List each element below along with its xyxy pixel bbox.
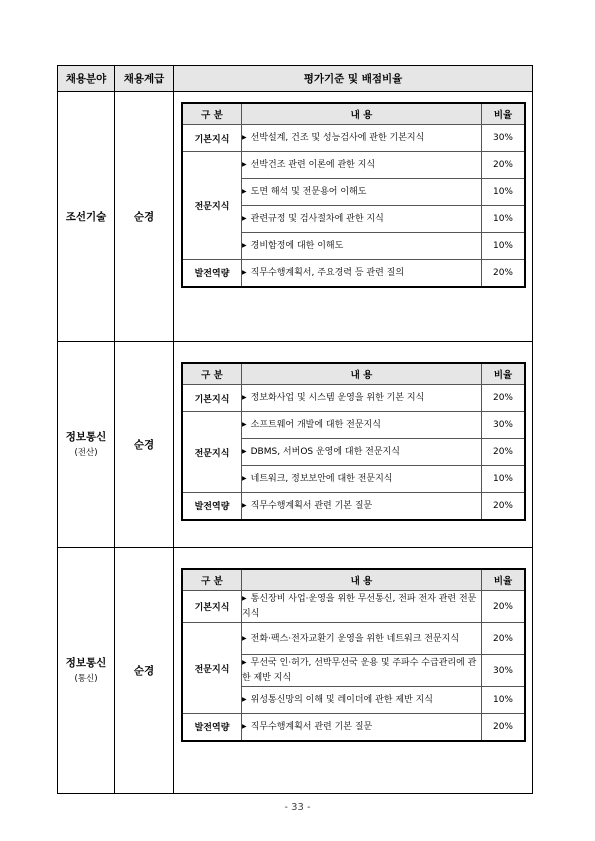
criteria-ratio: 20% — [482, 623, 526, 655]
field-subname: (통신) — [74, 673, 98, 684]
criteria-item — [242, 623, 482, 655]
criteria-item — [242, 714, 482, 741]
criteria-ratio: 20% — [482, 714, 526, 741]
criteria-ratio: 20% — [482, 385, 526, 412]
criteria-item-text: 직무수행계획서, 주요경력 등 관련 질의 — [250, 267, 405, 278]
criteria-ratio: 10% — [482, 206, 526, 233]
criteria-item-text: 직무수행계획서 관련 기본 질문 — [250, 500, 373, 511]
triangle-right-icon: ▶ — [242, 242, 247, 249]
section-row — [58, 548, 533, 794]
triangle-right-icon: ▶ — [242, 134, 247, 141]
criteria-ratio: 30% — [482, 125, 526, 152]
criteria-ratio: 10% — [482, 687, 526, 714]
criteria-header-category: 구 분 — [182, 103, 242, 125]
sections-body — [58, 92, 533, 794]
criteria-category: 기본지식 — [182, 125, 242, 152]
criteria-ratio: 30% — [482, 655, 526, 687]
criteria-table — [181, 102, 526, 288]
triangle-right-icon: ▶ — [242, 268, 247, 276]
criteria-item — [242, 179, 482, 206]
section-grade: 순경 — [115, 342, 174, 548]
header-row — [58, 66, 533, 92]
section-row — [58, 342, 533, 548]
criteria-row — [182, 125, 525, 152]
criteria-header-category: 구 분 — [182, 363, 242, 385]
criteria-category: 기본지식 — [182, 385, 242, 412]
criteria-header-content: 내 용 — [242, 103, 482, 125]
criteria-item — [242, 493, 482, 520]
criteria-item — [242, 439, 482, 466]
criteria-row — [182, 714, 525, 741]
criteria-ratio: 20% — [482, 439, 526, 466]
criteria-category: 전문지식 — [182, 412, 242, 493]
page-number: - 33 - — [284, 802, 311, 813]
triangle-right-icon: ▶ — [242, 501, 247, 509]
section-grade: 순경 — [115, 548, 174, 794]
criteria-ratio: 20% — [482, 493, 526, 520]
criteria-ratio: 30% — [482, 412, 526, 439]
criteria-header-ratio: 비율 — [482, 363, 526, 385]
triangle-right-icon: ▶ — [242, 215, 247, 222]
triangle-right-icon: ▶ — [242, 475, 247, 482]
criteria-row — [182, 260, 525, 287]
field-subname: (전산) — [74, 447, 98, 458]
criteria-row — [182, 493, 525, 520]
criteria-ratio: 20% — [482, 152, 526, 179]
criteria-header-row — [182, 569, 525, 591]
criteria-category: 발전역량 — [182, 260, 242, 287]
criteria-item — [242, 260, 482, 287]
criteria-ratio: 10% — [482, 179, 526, 206]
criteria-header-content: 내 용 — [242, 363, 482, 385]
criteria-table — [181, 362, 526, 521]
criteria-item — [242, 385, 482, 412]
criteria-item — [242, 206, 482, 233]
section-field — [58, 342, 115, 548]
criteria-item-text: 소프트웨어 개발에 대한 전문지식 — [250, 420, 381, 430]
criteria-header-ratio: 비율 — [482, 569, 526, 591]
field-name: 정보통신 — [65, 656, 107, 669]
criteria-item-text: 경비함정에 대한 이해도 — [250, 241, 344, 251]
criteria-header-category: 구 분 — [182, 569, 242, 591]
criteria-item-text: 통신장비 사업·운영을 위한 무선통신, 전파 전자 관련 전문지식 — [242, 594, 477, 619]
criteria-item-text: 무선국 인·허가, 선박무선국 운용 및 주파수 수급관리에 관한 제반 지식 — [242, 658, 477, 683]
triangle-right-icon: ▶ — [242, 161, 247, 168]
criteria-row — [182, 412, 525, 439]
triangle-right-icon: ▶ — [242, 394, 247, 401]
criteria-item — [242, 125, 482, 152]
header-criteria: 평가기준 및 배점비율 — [174, 66, 533, 92]
triangle-right-icon: ▶ — [242, 722, 247, 730]
field-name: 조선기술 — [65, 210, 107, 223]
section-field — [58, 92, 115, 342]
criteria-item — [242, 412, 482, 439]
criteria-category: 기본지식 — [182, 591, 242, 623]
section-criteria — [174, 548, 533, 794]
triangle-right-icon: ▶ — [242, 421, 247, 428]
triangle-right-icon: ▶ — [242, 634, 247, 642]
criteria-row — [182, 591, 525, 623]
criteria-category: 발전역량 — [182, 493, 242, 520]
triangle-right-icon: ▶ — [242, 696, 247, 703]
criteria-table — [181, 568, 526, 742]
criteria-row — [182, 152, 525, 179]
section-criteria — [174, 92, 533, 342]
criteria-item-text: 전화·팩스·전자교환기 운영을 위한 네트워크 전문지식 — [250, 633, 460, 644]
criteria-item-text: 관련규정 및 검사절차에 관한 지식 — [250, 214, 384, 224]
criteria-item — [242, 655, 482, 687]
criteria-header-row — [182, 363, 525, 385]
header-grade: 채용계급 — [115, 66, 174, 92]
criteria-header-ratio: 비율 — [482, 103, 526, 125]
criteria-category: 발전역량 — [182, 714, 242, 741]
criteria-category: 전문지식 — [182, 152, 242, 260]
criteria-header-content: 내 용 — [242, 569, 482, 591]
criteria-item-text: 도면 해석 및 전문용어 이해도 — [250, 187, 367, 197]
triangle-right-icon: ▶ — [242, 448, 247, 455]
criteria-item-text: DBMS, 서버OS 운영에 대한 전문지식 — [250, 447, 400, 457]
triangle-right-icon: ▶ — [242, 595, 247, 602]
criteria-item — [242, 152, 482, 179]
criteria-header-row — [182, 103, 525, 125]
criteria-item — [242, 687, 482, 714]
criteria-row — [182, 385, 525, 412]
criteria-row — [182, 623, 525, 655]
field-name: 정보통신 — [65, 430, 107, 443]
criteria-item-text: 위성통신망의 이해 및 레이더에 관한 제반 지식 — [250, 695, 433, 705]
criteria-ratio: 20% — [482, 591, 526, 623]
criteria-item-text: 네트워크, 정보보안에 대한 전문지식 — [250, 474, 393, 484]
criteria-item — [242, 233, 482, 260]
criteria-item-text: 선박건조 관련 이론에 관한 지식 — [250, 160, 376, 170]
criteria-item-text: 정보화사업 및 시스템 운영을 위한 기본 지식 — [250, 393, 425, 403]
criteria-ratio: 10% — [482, 466, 526, 493]
triangle-right-icon: ▶ — [242, 659, 247, 666]
section-row — [58, 92, 533, 342]
section-grade: 순경 — [115, 92, 174, 342]
criteria-ratio: 10% — [482, 233, 526, 260]
criteria-ratio: 20% — [482, 260, 526, 287]
header-field: 채용분야 — [58, 66, 115, 92]
criteria-item — [242, 466, 482, 493]
criteria-item-text: 선박설계, 건조 및 성능검사에 관한 기본지식 — [250, 133, 425, 143]
evaluation-table — [57, 65, 533, 794]
section-field — [58, 548, 115, 794]
criteria-category: 전문지식 — [182, 623, 242, 714]
criteria-item-text: 직무수행계획서 관련 기본 질문 — [250, 721, 373, 732]
section-criteria — [174, 342, 533, 548]
triangle-right-icon: ▶ — [242, 188, 247, 195]
criteria-item — [242, 591, 482, 623]
